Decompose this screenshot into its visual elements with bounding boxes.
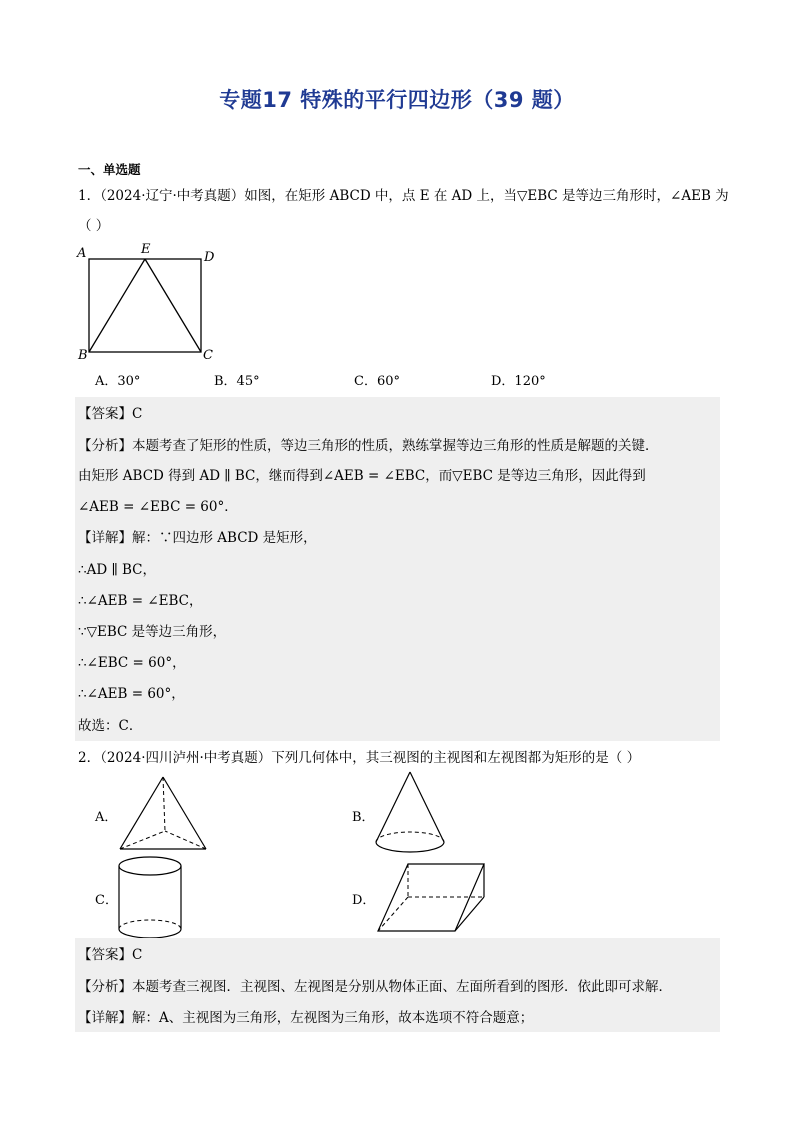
q1-stem-line1: 1．（2024·辽宁·中考真题）如图，在矩形 ABCD 中，点 E 在 AD 上，当▽EBC 是等边三角形时，∠AEB 为 xyxy=(78,188,729,204)
label-a: A xyxy=(77,246,87,261)
q1-option-c: C．60° xyxy=(354,374,400,389)
label-b: B xyxy=(78,348,88,363)
q1-option-a: A．30° xyxy=(95,374,141,389)
q1-analysis: 【分析】本题考查了矩形的性质，等边三角形的性质，熟练掌握等边三角形的性质是解题的关键． xyxy=(78,438,659,454)
q1-option-d: D．120° xyxy=(491,374,546,389)
q1-option-b: B．45° xyxy=(214,374,260,389)
q1-detail-3: ∴∠AEB = ∠EBC， xyxy=(78,593,203,609)
q2-stem: 2．（2024·四川泸州·中考真题）下列几何体中，其三视图的主视图和左视图都为矩形的是（ ） xyxy=(78,750,641,766)
q2-answer: 【答案】C xyxy=(78,947,143,963)
cone-figure xyxy=(376,772,444,852)
q1-detail-7: 故选：C． xyxy=(78,718,143,734)
q2-option-a-label: A． xyxy=(95,810,118,825)
label-e: E xyxy=(141,242,151,257)
q1-analysis-3: ∠AEB = ∠EBC = 60°． xyxy=(78,499,238,515)
q2-option-b-label: B． xyxy=(352,810,375,825)
section-heading: 一、单选题 xyxy=(78,162,141,177)
q1-detail-5: ∴∠EBC = 60°， xyxy=(78,655,186,671)
page-title: 专题17 特殊的平行四边形（39 题） xyxy=(219,88,575,112)
label-d: D xyxy=(204,250,215,265)
q1-detail-4: ∵▽EBC 是等边三角形， xyxy=(78,624,227,640)
q1-detail-6: ∴∠AEB = 60°， xyxy=(78,686,185,702)
label-c: C xyxy=(203,348,213,363)
q1-detail-2: ∴AD ∥ BC， xyxy=(78,562,156,578)
q1-answer: 【答案】C xyxy=(78,406,143,422)
q2-option-c-label: C． xyxy=(95,893,118,908)
q2-option-d-label: D． xyxy=(352,893,376,908)
q1-detail-1: 【详解】解：∵四边形 ABCD 是矩形， xyxy=(78,530,317,546)
prism-figure xyxy=(378,864,484,931)
q2-detail-1: 【详解】解：A、主视图为三角形，左视图为三角形，故本选项不符合题意； xyxy=(78,1010,534,1026)
cylinder-figure xyxy=(119,857,181,938)
q1-analysis-2: 由矩形 ABCD 得到 AD ∥ BC，继而得到∠AEB = ∠EBC，而▽EBC 是等边三角形，因此得到 xyxy=(78,468,646,484)
pyramid-figure xyxy=(120,777,206,849)
q1-stem-line2: （ ） xyxy=(78,218,110,234)
q2-analysis: 【分析】本题考查三视图．主视图、左视图是分别从物体正面、左面所看到的图形．依此即可求解． xyxy=(78,979,672,995)
